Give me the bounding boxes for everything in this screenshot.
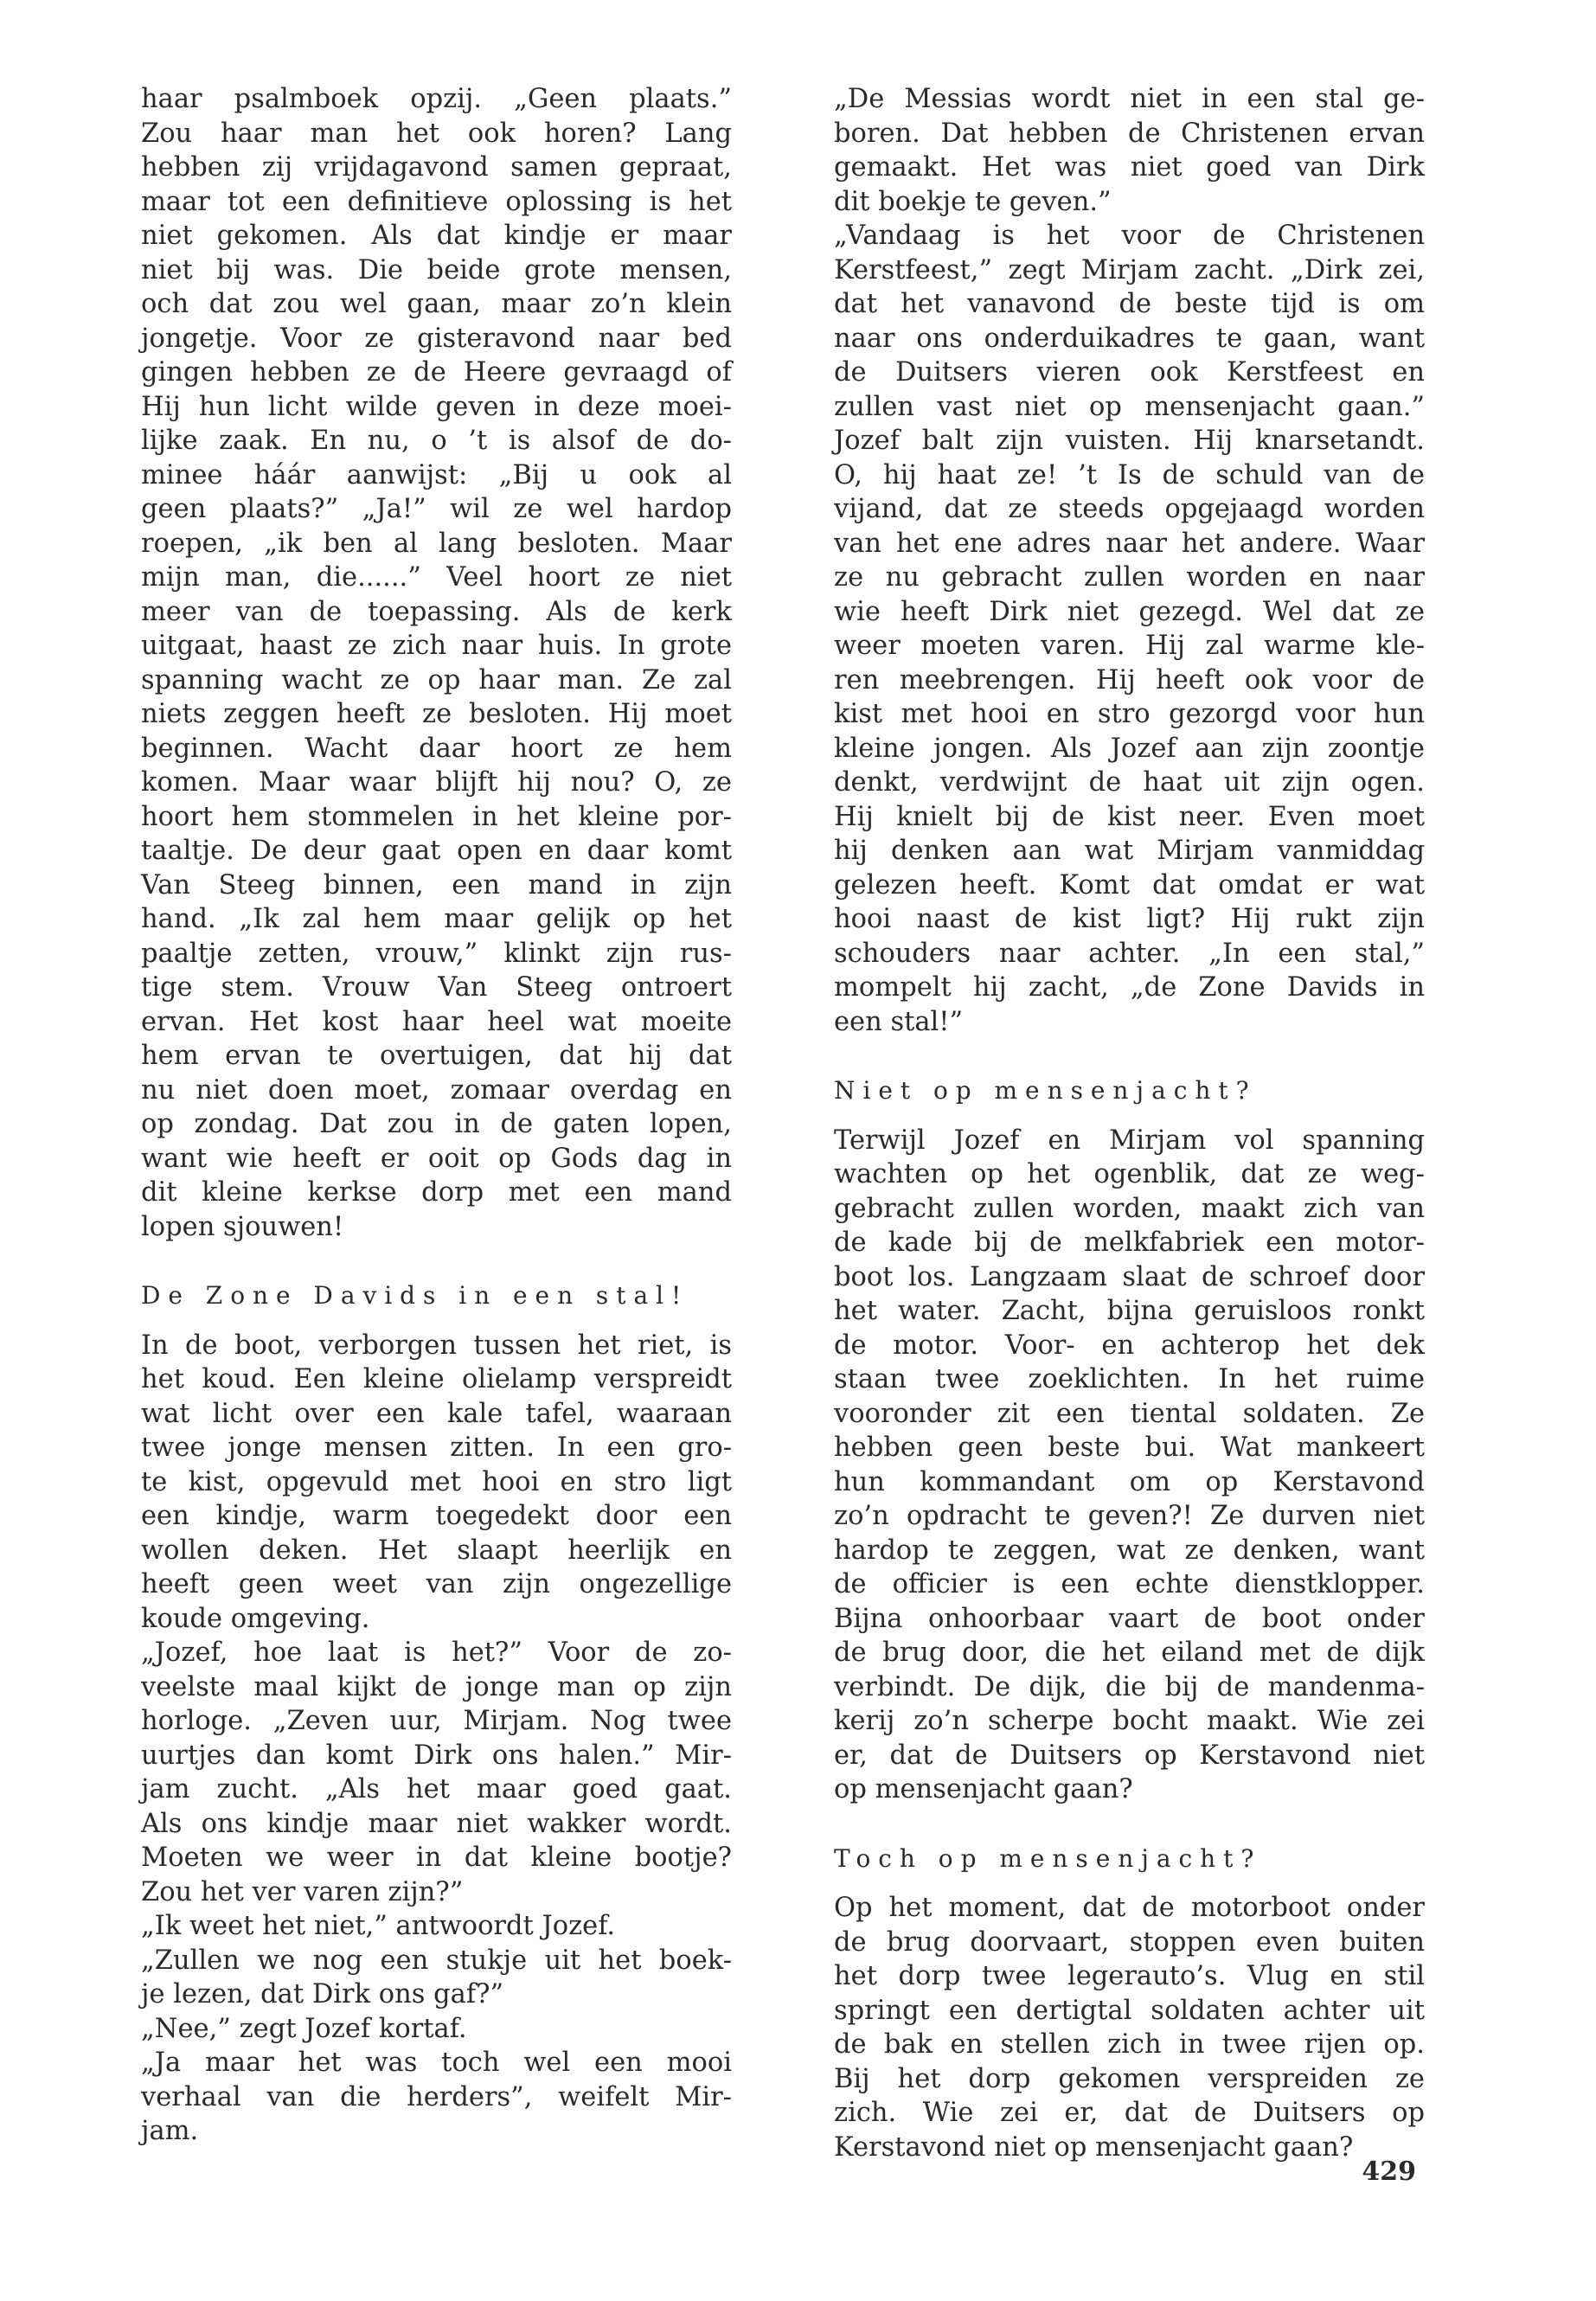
text-line: roepen, „ik ben al lang besloten. Maar <box>141 528 732 559</box>
text-line: In de boot, verborgen tussen het riet, is <box>141 1330 732 1361</box>
text-line: hebben geen beste bui. Wat mankeert <box>834 1433 1425 1463</box>
text-line: denkt, verdwijnt de haat uit zijn ogen. <box>834 767 1425 798</box>
text-line: je lezen, dat Dirk ons gaf?” <box>141 1979 504 2009</box>
text-line: taaltje. De deur gaat open en daar komt <box>141 836 732 866</box>
text-line: Zou het ver varen zijn?” <box>141 1876 464 1907</box>
paragraph <box>141 1909 732 1944</box>
text-line: nu niet doen moet, zomaar overdag en <box>141 1074 732 1106</box>
section-heading: De Zone Davids in een stal! <box>141 1281 689 1310</box>
text-line: gingen hebben ze de Heere gevraagd of <box>141 357 732 388</box>
text-line: de brug doorvaart, stoppen even buiten <box>834 1926 1425 1958</box>
text-line: springt een dertigtal soldaten achter uit <box>834 1995 1425 2026</box>
text-line: het water. Zacht, bijna geruisloos ronkt <box>834 1296 1425 1326</box>
text-line: minee háár aanwijst: „Bij u ook al <box>141 459 732 490</box>
text-line: er, dat de Duitsers op Kerstavond niet <box>834 1740 1425 1771</box>
text-line: „De Messias wordt niet in een stal ge- <box>834 84 1425 114</box>
text-line: ze nu gebracht zullen worden en naar <box>834 562 1425 593</box>
text-line: hun kommandant om op Kerstavond <box>834 1466 1425 1497</box>
spacer <box>834 1039 1425 1074</box>
paragraph <box>834 219 1425 1039</box>
text-line: want wie heeft er ooit op Gods dag in <box>141 1143 732 1174</box>
text-line: Moeten we weer in dat kleine bootje? <box>141 1843 732 1873</box>
text-line: tige stem. Vrouw Van Steeg ontroert <box>141 972 732 1003</box>
text-line: mijn man, die......” Veel hoort ze niet <box>141 562 732 593</box>
text-line: Bijna onhoorbaar vaart de boot onder <box>834 1603 1425 1634</box>
left-column <box>141 82 732 2149</box>
text-line: och dat zou wel gaan, maar zo’n klein <box>141 289 732 319</box>
text-line: van het ene adres naar het andere. Waar <box>834 528 1425 559</box>
text-line: dit boekje te geven.” <box>834 186 1112 217</box>
text-line: jam zucht. „Als het maar goed gaat. <box>141 1774 732 1804</box>
text-line: hem ervan te overtuigen, dat hij dat <box>141 1041 732 1071</box>
paragraph <box>834 1891 1425 2164</box>
text-line: het koud. Een kleine olielamp verspreidt <box>141 1364 732 1394</box>
text-line: paaltje zetten, vrouw,” klinkt zijn rus- <box>141 938 732 969</box>
text-line: koude omgeving. <box>141 1603 370 1634</box>
text-line: hebben zij vrijdagavond samen gepraat, <box>141 152 732 183</box>
text-line: de officier is een echte dienstklopper. <box>834 1569 1425 1599</box>
text-line: haar psalmboek opzij. „Geen plaats.” <box>141 84 732 114</box>
text-line: heeft geen weet van zijn ongezellige <box>141 1569 732 1599</box>
text-line: kerij zo’n scherpe bocht maakt. Wie zei <box>834 1706 1425 1736</box>
text-line: „Ja maar het was toch wel een mooi <box>141 2048 732 2078</box>
text-line: staan twee zoeklichten. In het ruime <box>834 1364 1425 1394</box>
text-line: Kerstfeest,” zegt Mirjam zacht. „Dirk zei, <box>834 254 1425 285</box>
text-line: komen. Maar waar blijft hij nou? O, ze <box>141 767 732 798</box>
text-line: O, hij haat ze! ’t Is de schuld van de <box>834 459 1425 490</box>
text-line: maar tot een definitieve oplossing is het <box>141 186 732 217</box>
text-line: hand. „Ik zal hem maar gelijk op het <box>141 904 732 934</box>
text-line: vijand, dat ze steeds opgejaagd worden <box>834 494 1425 524</box>
text-line: jam. <box>141 2116 199 2146</box>
text-line: zullen vast niet op mensenjacht gaan.” <box>834 391 1425 422</box>
text-line: een stal!” <box>834 1006 964 1037</box>
paragraph <box>141 1636 732 1909</box>
text-line: Bij het dorp gekomen verspreiden ze <box>834 2063 1425 2094</box>
text-line: weer moeten varen. Hij zal warme kle- <box>834 631 1425 661</box>
text-line: lopen sjouwen! <box>141 1211 344 1242</box>
text-line: verbindt. De dijk, die bij de mandenma- <box>834 1671 1425 1702</box>
section-heading: Niet op mensenjacht? <box>834 1076 1257 1105</box>
text-line: de motor. Voor- en achterop het dek <box>834 1330 1425 1361</box>
text-line: beginnen. Wacht daar hoort ze hem <box>141 733 732 764</box>
text-line: wollen deken. Het slaapt heerlijk en <box>141 1535 732 1566</box>
spacer <box>141 1313 732 1329</box>
text-line: de kade bij de melkfabriek een motor- <box>834 1227 1425 1258</box>
text-line: jongetje. Voor ze gisteravond naar bed <box>141 323 732 354</box>
text-line: lijke zaak. En nu, o ’t is alsof de do- <box>141 426 732 456</box>
text-line: te kist, opgevuld met hooi en stro ligt <box>141 1466 732 1497</box>
text-line: de Duitsers vieren ook Kerstfeest en <box>834 357 1425 388</box>
right-column <box>834 82 1425 2164</box>
text-line: hooi naast de kist ligt? Hij rukt zijn <box>834 904 1425 934</box>
text-line: niets zeggen heeft ze besloten. Hij moet <box>141 699 732 729</box>
text-line: Kerstavond niet op mensenjacht gaan? <box>834 2131 1354 2163</box>
text-line: gebracht zullen worden, maakt zich van <box>834 1193 1425 1224</box>
text-line: boot los. Langzaam slaat de schroef door <box>834 1261 1425 1292</box>
text-line: hij denken aan wat Mirjam vanmiddag <box>834 836 1425 866</box>
text-line: wachten op het ogenblik, dat ze weg- <box>834 1159 1425 1189</box>
paragraph <box>141 1944 732 2012</box>
text-line: hoort hem stommelen in het kleine por- <box>141 801 732 832</box>
text-line: de bak en stellen zich in twee rijen op. <box>834 2029 1425 2060</box>
spacer <box>834 1807 1425 1842</box>
text-line: twee jonge mensen zitten. In een gro- <box>141 1433 732 1463</box>
text-line: uurtjes dan komt Dirk ons halen.” Mir- <box>141 1740 732 1771</box>
text-line: Hij knielt bij de kist neer. Even moet <box>834 801 1425 832</box>
text-line: wie heeft Dirk niet gezegd. Wel dat ze <box>834 596 1425 627</box>
text-line: Als ons kindje maar niet wakker wordt. <box>141 1808 732 1839</box>
section-heading: Toch op mensenjacht? <box>834 1843 1262 1873</box>
text-line: ervan. Het kost haar heel wat moeite <box>141 1006 732 1037</box>
text-line: „Zullen we nog een stukje uit het boek- <box>141 1945 732 1976</box>
text-line: mompelt hij zacht, „de Zone Davids in <box>834 972 1425 1003</box>
text-line: naar ons onderduikadres te gaan, want <box>834 323 1425 354</box>
text-line: gemaakt. Het was niet goed van Dirk <box>834 152 1425 183</box>
text-line: dat het vanavond de beste tijd is om <box>834 289 1425 319</box>
text-line: dit kleine kerkse dorp met een mand <box>141 1177 732 1208</box>
paragraph <box>141 82 732 1244</box>
text-line: kleine jongen. Als Jozef aan zijn zoontje <box>834 733 1425 764</box>
paragraph <box>834 1124 1425 1807</box>
text-line: schouders naar achter. „In een stal,” <box>834 938 1425 969</box>
spacer <box>834 1875 1425 1891</box>
paragraph <box>141 2046 732 2149</box>
text-line: boren. Dat hebben de Christenen ervan <box>834 118 1425 149</box>
text-line: vooronder zit een tiental soldaten. Ze <box>834 1398 1425 1429</box>
text-line: niet bij was. Die beide grote mensen, <box>141 254 732 285</box>
text-line: ren meebrengen. Hij heeft ook voor de <box>834 664 1425 695</box>
text-line: Zou haar man het ook horen? Lang <box>141 118 732 149</box>
text-line: hardop te zeggen, wat ze denken, want <box>834 1535 1425 1566</box>
text-line: horloge. „Zeven uur, Mirjam. Nog twee <box>141 1706 732 1736</box>
text-line: geen plaats?” „Ja!” wil ze wel hardop <box>141 494 732 524</box>
text-line: veelste maal kijkt de jonge man op zijn <box>141 1671 732 1702</box>
page-number: 429 <box>1362 2157 1416 2187</box>
text-line: zo’n opdracht te geven?! Ze durven niet <box>834 1501 1425 1531</box>
text-line: kist met hooi en stro gezorgd voor hun <box>834 699 1425 729</box>
text-line: verhaal van die herders”, weifelt Mir- <box>141 2081 732 2112</box>
text-line: „Ik weet het niet,” antwoordt Jozef. <box>141 1911 616 1941</box>
text-line: op mensenjacht gaan? <box>834 1774 1133 1804</box>
paragraph <box>141 1329 732 1637</box>
spacer <box>141 1244 732 1279</box>
text-line: Terwijl Jozef en Mirjam vol spanning <box>834 1125 1425 1156</box>
text-line: op zondag. Dat zou in de gaten lopen, <box>141 1109 732 1139</box>
text-line: meer van de toepassing. Als de kerk <box>141 596 732 627</box>
text-line: spanning wacht ze op haar man. Ze zal <box>141 664 732 695</box>
text-line: „Jozef, hoe laat is het?” Voor de zo- <box>141 1638 732 1668</box>
text-line: uitgaat, haast ze zich naar huis. In grote <box>141 631 732 661</box>
text-line: Op het moment, dat de motorboot onder <box>834 1893 1425 1923</box>
text-line: Jozef balt zijn vuisten. Hij knarsetandt. <box>834 426 1425 456</box>
text-line: wat licht over een kale tafel, waaraan <box>141 1398 732 1429</box>
text-line: een kindje, warm toegedekt door een <box>141 1501 732 1531</box>
text-line: niet gekomen. Als dat kindje er maar <box>141 221 732 251</box>
text-line: zich. Wie zei er, dat de Duitsers op <box>834 2098 1425 2128</box>
text-line: „Nee,” zegt Jozef kortaf. <box>141 2013 467 2044</box>
text-line: Van Steeg binnen, een mand in zijn <box>141 869 732 901</box>
text-line: „Vandaag is het voor de Christenen <box>834 221 1425 251</box>
text-line: de brug door, die het eiland met de dijk <box>834 1638 1425 1668</box>
text-line: Hij hun licht wilde geven in deze moei- <box>141 391 732 422</box>
text-line: gelezen heeft. Komt dat omdat er wat <box>834 869 1425 901</box>
paragraph <box>834 82 1425 219</box>
spacer <box>834 1108 1425 1124</box>
text-line: het dorp twee legerauto’s. Vlug en stil <box>834 1961 1425 1991</box>
paragraph <box>141 2012 732 2047</box>
